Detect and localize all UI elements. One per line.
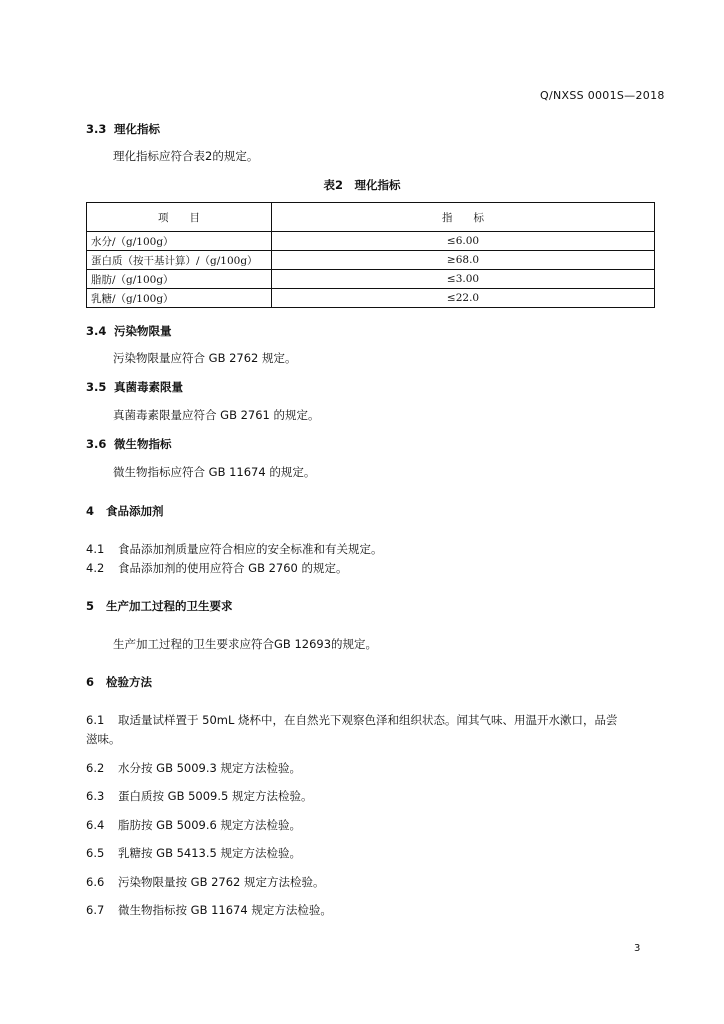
section-3-3-heading <box>86 121 160 137</box>
section-number: 3.4 <box>86 324 107 338</box>
section-3-4-heading <box>86 323 172 339</box>
physicochemical-table <box>86 202 655 308</box>
section-number: 6 <box>86 675 95 689</box>
section-3-6-text: 微生物指标应符合 GB 11674 的规定。 <box>113 465 316 479</box>
section-number: 5 <box>86 599 95 613</box>
standard-code: Q/NXSS 0001S—2018 <box>540 89 665 102</box>
item-number: 6.4 <box>86 818 105 832</box>
table-cell-value: ≤6.00 <box>272 232 655 251</box>
section-3-5-text: 真菌毒素限量应符合 GB 2761 的规定。 <box>113 408 320 422</box>
item-text: 水分按 GB 5009.3 规定方法检验。 <box>118 761 302 775</box>
item-number: 4.1 <box>86 542 105 556</box>
table-cell-value: ≤22.0 <box>272 289 655 308</box>
item-number: 6.5 <box>86 846 105 860</box>
section-4-1 <box>86 541 383 557</box>
table-row <box>87 232 655 251</box>
section-6-6 <box>86 874 325 890</box>
table-cell-value: ≥68.0 <box>272 251 655 270</box>
table-cell-item: 脂肪/（g/100g） <box>87 270 272 289</box>
section-5-heading <box>86 598 233 614</box>
table-header-value: 指 标 <box>272 203 655 232</box>
item-text: 食品添加剂质量应符合相应的安全标准和有关规定。 <box>118 542 383 556</box>
section-number: 3.6 <box>86 437 107 451</box>
table-cell-item: 蛋白质（按干基计算）/（g/100g） <box>87 251 272 270</box>
item-number: 6.2 <box>86 761 105 775</box>
table-row <box>87 289 655 308</box>
section-4-heading <box>86 503 164 519</box>
table-row <box>87 251 655 270</box>
item-text: 脂肪按 GB 5009.6 规定方法检验。 <box>118 818 302 832</box>
section-3-3-text: 理化指标应符合表2的规定。 <box>113 149 259 163</box>
item-text: 取适量试样置于 50mL 烧杯中，在自然光下观察色泽和组织状态。闻其气味、用温开水漱口，品尝 <box>118 713 618 727</box>
item-number: 6.3 <box>86 789 105 803</box>
item-text: 食品添加剂的使用应符合 GB 2760 的规定。 <box>118 561 348 575</box>
section-title: 污染物限量 <box>114 324 172 338</box>
section-title: 理化指标 <box>114 122 160 136</box>
section-6-7 <box>86 902 332 918</box>
section-6-5 <box>86 845 301 861</box>
item-text: 微生物指标按 GB 11674 规定方法检验。 <box>118 903 332 917</box>
section-6-1-continued: 滋味。 <box>86 732 121 746</box>
item-text: 乳糖按 GB 5413.5 规定方法检验。 <box>118 846 302 860</box>
page-number: 3 <box>634 943 641 954</box>
section-6-1 <box>86 712 618 728</box>
section-title: 生产加工过程的卫生要求 <box>106 599 233 613</box>
section-6-4 <box>86 817 301 833</box>
table-header-item: 项 目 <box>87 203 272 232</box>
section-6-2 <box>86 760 301 776</box>
section-number: 3.3 <box>86 122 107 136</box>
table-cell-item: 乳糖/（g/100g） <box>87 289 272 308</box>
section-4-2 <box>86 560 348 576</box>
table-cell-value: ≤3.00 <box>272 270 655 289</box>
item-text: 蛋白质按 GB 5009.5 规定方法检验。 <box>118 789 313 803</box>
section-5-text: 生产加工过程的卫生要求应符合GB 12693的规定。 <box>113 637 378 651</box>
section-6-heading <box>86 674 152 690</box>
section-3-4-text: 污染物限量应符合 GB 2762 规定。 <box>113 351 297 365</box>
table-row <box>87 270 655 289</box>
table-cell-item: 水分/（g/100g） <box>87 232 272 251</box>
section-3-6-heading <box>86 436 172 452</box>
section-3-5-heading <box>86 379 183 395</box>
section-title: 微生物指标 <box>114 437 172 451</box>
item-number: 6.1 <box>86 713 105 727</box>
item-number: 4.2 <box>86 561 105 575</box>
section-title: 食品添加剂 <box>106 504 164 518</box>
item-number: 6.7 <box>86 903 105 917</box>
item-number: 6.6 <box>86 875 105 889</box>
item-text: 污染物限量按 GB 2762 规定方法检验。 <box>118 875 325 889</box>
section-title: 真菌毒素限量 <box>114 380 183 394</box>
table-caption: 表2 理化指标 <box>323 178 401 192</box>
section-number: 4 <box>86 504 95 518</box>
section-6-3 <box>86 788 313 804</box>
section-title: 检验方法 <box>106 675 152 689</box>
section-number: 3.5 <box>86 380 107 394</box>
